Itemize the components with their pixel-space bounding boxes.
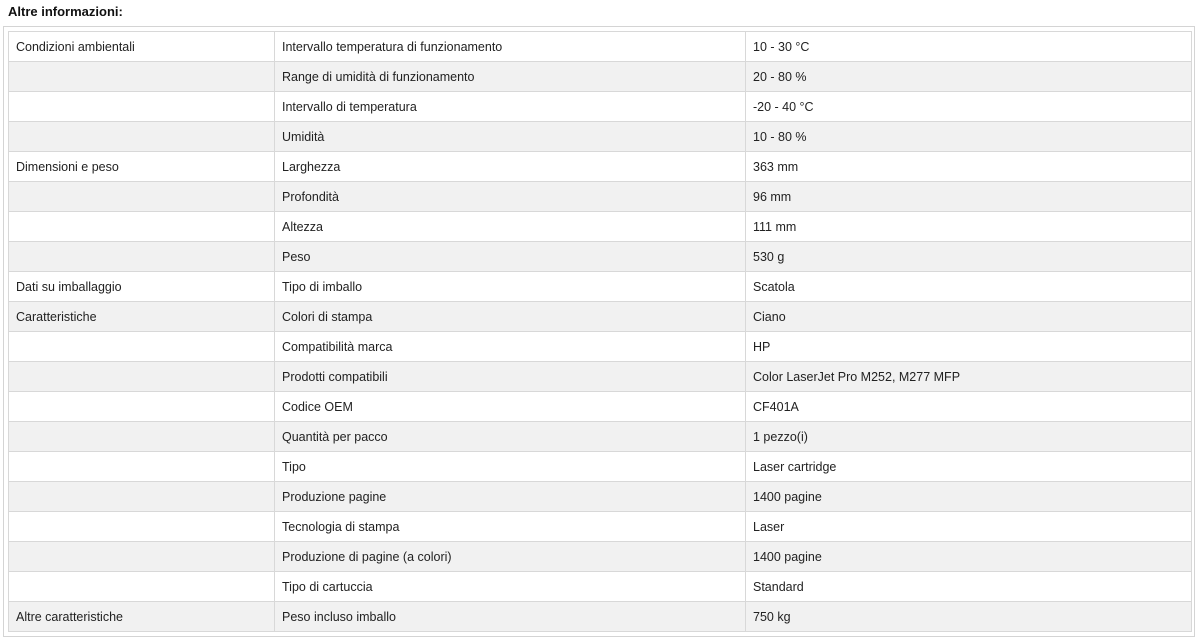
spec-group-cell: Condizioni ambientali xyxy=(9,32,275,62)
spec-value-cell: Ciano xyxy=(746,302,1192,332)
spec-group-cell: Altre caratteristiche xyxy=(9,602,275,632)
spec-value-cell: Scatola xyxy=(746,272,1192,302)
spec-group-cell xyxy=(9,452,275,482)
table-row xyxy=(9,152,1192,182)
spec-value-cell: Laser xyxy=(746,512,1192,542)
specs-container xyxy=(3,26,1195,637)
spec-label-cell: Codice OEM xyxy=(275,392,746,422)
table-row xyxy=(9,92,1192,122)
table-row xyxy=(9,392,1192,422)
spec-group-cell xyxy=(9,572,275,602)
spec-value-cell: Color LaserJet Pro M252, M277 MFP xyxy=(746,362,1192,392)
table-row xyxy=(9,422,1192,452)
spec-label-cell: Peso xyxy=(275,242,746,272)
spec-label-cell: Peso incluso imballo xyxy=(275,602,746,632)
spec-value-cell: -20 - 40 °C xyxy=(746,92,1192,122)
spec-value-cell: 1 pezzo(i) xyxy=(746,422,1192,452)
spec-group-cell xyxy=(9,362,275,392)
spec-value-cell: Standard xyxy=(746,572,1192,602)
table-row xyxy=(9,452,1192,482)
spec-value-cell: 1400 pagine xyxy=(746,542,1192,572)
spec-label-cell: Larghezza xyxy=(275,152,746,182)
spec-group-cell: Caratteristiche xyxy=(9,302,275,332)
spec-group-cell: Dimensioni e peso xyxy=(9,152,275,182)
spec-value-cell: 10 - 80 % xyxy=(746,122,1192,152)
table-row xyxy=(9,512,1192,542)
table-row xyxy=(9,362,1192,392)
spec-label-cell: Colori di stampa xyxy=(275,302,746,332)
spec-label-cell: Intervallo di temperatura xyxy=(275,92,746,122)
spec-value-cell: 750 kg xyxy=(746,602,1192,632)
section-title: Altre informazioni: xyxy=(8,4,123,19)
spec-label-cell: Altezza xyxy=(275,212,746,242)
spec-label-cell: Range di umidità di funzionamento xyxy=(275,62,746,92)
spec-label-cell: Tipo xyxy=(275,452,746,482)
table-row xyxy=(9,272,1192,302)
spec-group-cell xyxy=(9,332,275,362)
table-row xyxy=(9,212,1192,242)
spec-label-cell: Tecnologia di stampa xyxy=(275,512,746,542)
table-row xyxy=(9,572,1192,602)
spec-group-cell xyxy=(9,212,275,242)
spec-group-cell xyxy=(9,62,275,92)
table-row xyxy=(9,332,1192,362)
spec-value-cell: 530 g xyxy=(746,242,1192,272)
spec-label-cell: Compatibilità marca xyxy=(275,332,746,362)
spec-value-cell: Laser cartridge xyxy=(746,452,1192,482)
spec-group-cell xyxy=(9,122,275,152)
spec-value-cell: 1400 pagine xyxy=(746,482,1192,512)
spec-group-cell xyxy=(9,422,275,452)
spec-group-cell xyxy=(9,542,275,572)
spec-value-cell: 111 mm xyxy=(746,212,1192,242)
table-row xyxy=(9,302,1192,332)
spec-group-cell xyxy=(9,512,275,542)
spec-value-cell: 20 - 80 % xyxy=(746,62,1192,92)
specs-table-body xyxy=(9,32,1192,632)
table-row xyxy=(9,122,1192,152)
spec-value-cell: 10 - 30 °C xyxy=(746,32,1192,62)
spec-label-cell: Prodotti compatibili xyxy=(275,362,746,392)
table-row xyxy=(9,62,1192,92)
spec-label-cell: Produzione di pagine (a colori) xyxy=(275,542,746,572)
spec-group-cell xyxy=(9,92,275,122)
spec-group-cell: Dati su imballaggio xyxy=(9,272,275,302)
table-row xyxy=(9,602,1192,632)
table-row xyxy=(9,242,1192,272)
spec-label-cell: Umidità xyxy=(275,122,746,152)
spec-group-cell xyxy=(9,242,275,272)
spec-label-cell: Tipo di cartuccia xyxy=(275,572,746,602)
spec-group-cell xyxy=(9,182,275,212)
spec-value-cell: CF401A xyxy=(746,392,1192,422)
spec-label-cell: Produzione pagine xyxy=(275,482,746,512)
spec-group-cell xyxy=(9,392,275,422)
table-row xyxy=(9,32,1192,62)
spec-label-cell: Tipo di imballo xyxy=(275,272,746,302)
spec-label-cell: Intervallo temperatura di funzionamento xyxy=(275,32,746,62)
spec-value-cell: HP xyxy=(746,332,1192,362)
table-row xyxy=(9,482,1192,512)
spec-value-cell: 96 mm xyxy=(746,182,1192,212)
table-row xyxy=(9,182,1192,212)
specs-table xyxy=(8,31,1192,632)
table-row xyxy=(9,542,1192,572)
spec-value-cell: 363 mm xyxy=(746,152,1192,182)
spec-label-cell: Quantità per pacco xyxy=(275,422,746,452)
spec-group-cell xyxy=(9,482,275,512)
spec-label-cell: Profondità xyxy=(275,182,746,212)
